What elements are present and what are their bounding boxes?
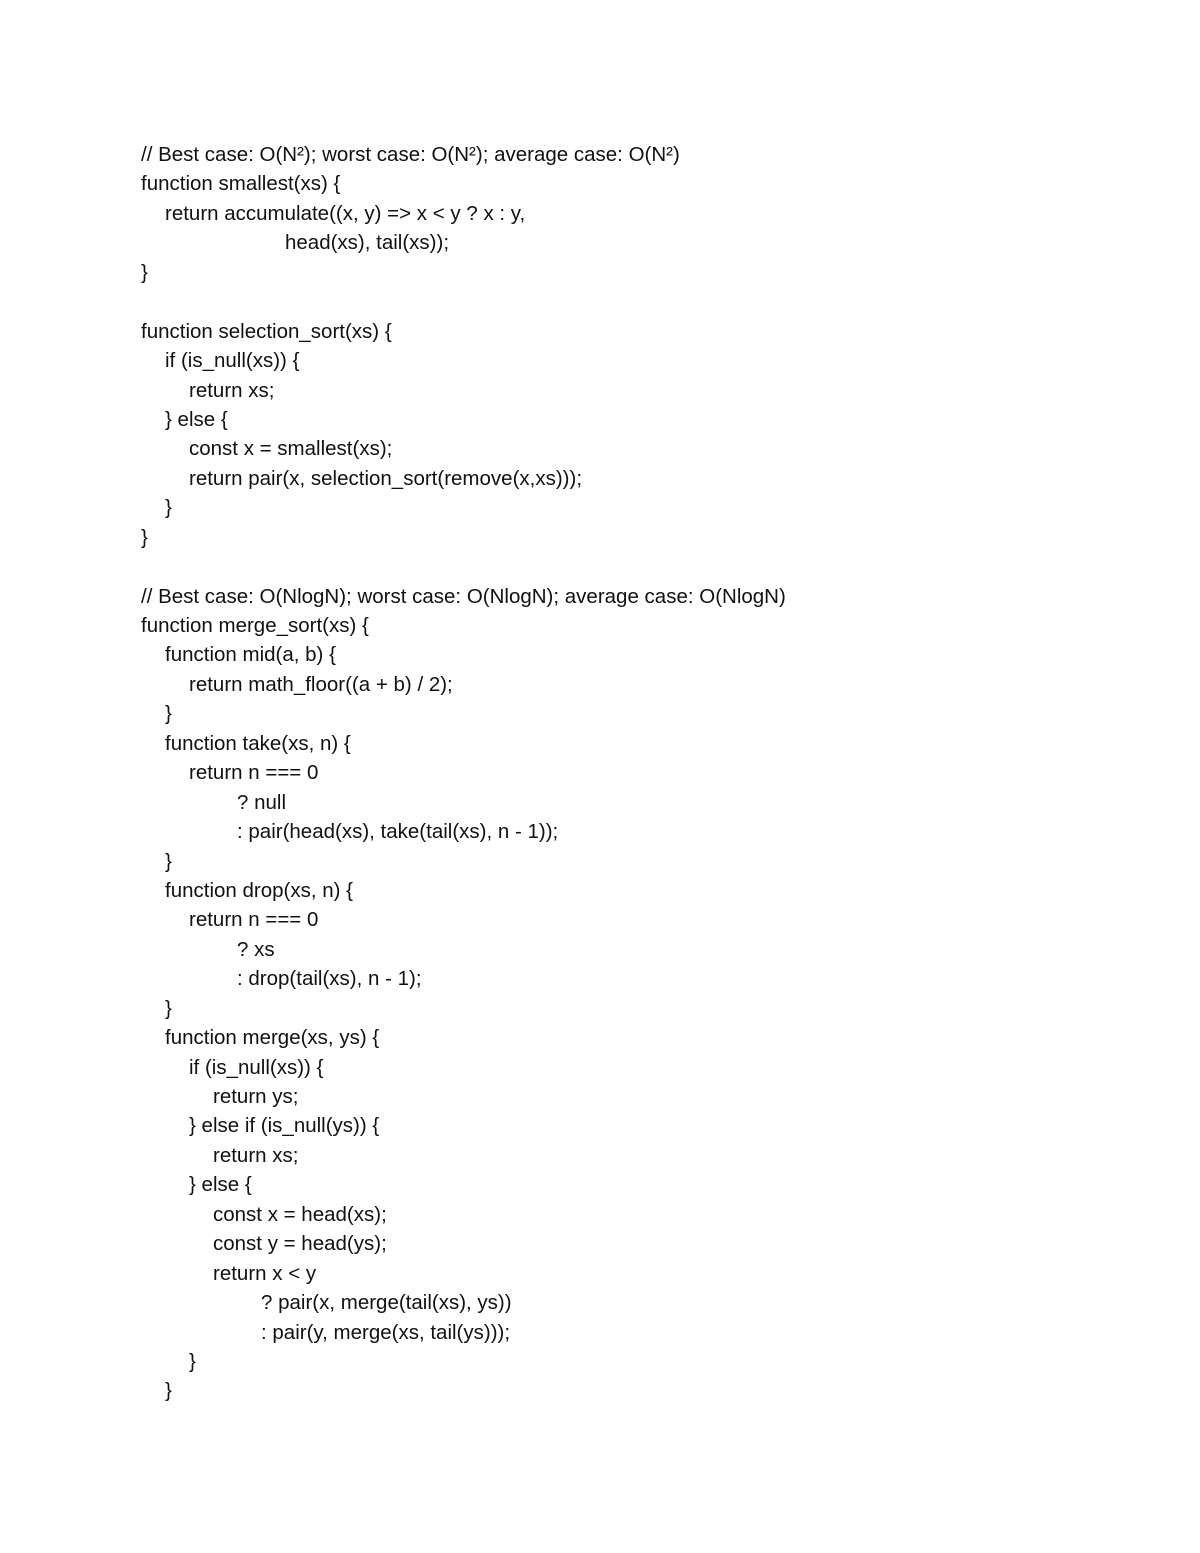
code-line: const x = head(xs); xyxy=(213,1202,387,1226)
code-line: // Best case: O(N²); worst case: O(N²); average case: O(N²) xyxy=(141,143,680,166)
code-line: : drop(tail(xs), n - 1); xyxy=(237,967,422,991)
code-line: const y = head(ys); xyxy=(213,1232,387,1256)
code-line: } else { xyxy=(165,407,228,431)
code-line: function smallest(xs) { xyxy=(141,172,341,196)
code-line: return accumulate((x, y) => x < y ? x : y, xyxy=(165,201,526,225)
code-line: return n === 0 xyxy=(189,761,319,785)
code-line: } xyxy=(165,496,172,520)
code-line: } else if (is_null(ys)) { xyxy=(189,1114,380,1138)
code-line: : pair(head(xs), take(tail(xs), n - 1)); xyxy=(237,820,559,844)
code-line: } xyxy=(165,849,172,873)
code-line: return xs; xyxy=(189,378,275,402)
code-line: } xyxy=(141,260,148,284)
code-line: return xs; xyxy=(213,1143,299,1167)
code-line: function selection_sort(xs) { xyxy=(141,319,392,343)
code-line: return x < y xyxy=(213,1261,317,1285)
code-line: : pair(y, merge(xs, tail(ys))); xyxy=(261,1320,511,1344)
code-line: } xyxy=(165,702,172,726)
code-line: } xyxy=(141,525,148,549)
code-line: function take(xs, n) { xyxy=(165,731,351,755)
code-listing xyxy=(141,140,786,1406)
code-line: ? xs xyxy=(237,937,275,961)
code-line: return math_floor((a + b) / 2); xyxy=(189,672,453,696)
code-line: return pair(x, selection_sort(remove(x,xs))); xyxy=(189,466,583,490)
code-line: } xyxy=(189,1349,196,1373)
code-line: function drop(xs, n) { xyxy=(165,878,354,902)
code-line: return ys; xyxy=(213,1085,299,1108)
code-line: ? null xyxy=(237,790,287,814)
code-line: const x = smallest(xs); xyxy=(189,437,393,461)
code-line: // Best case: O(NlogN); worst case: O(NlogN); average case: O(NlogN) xyxy=(141,584,786,608)
code-line: if (is_null(xs)) { xyxy=(165,349,300,373)
code-line: ? pair(x, merge(tail(xs), ys)) xyxy=(261,1291,512,1315)
code-line: } else { xyxy=(189,1173,252,1197)
code-line: function mid(a, b) { xyxy=(165,643,336,667)
code-line: if (is_null(xs)) { xyxy=(189,1055,324,1079)
code-line: function merge_sort(xs) { xyxy=(141,614,369,637)
blank-line xyxy=(141,552,786,581)
code-line: } xyxy=(165,1379,172,1403)
code-line: head(xs), tail(xs)); xyxy=(285,231,450,255)
code-line: } xyxy=(165,996,172,1020)
blank-line xyxy=(141,287,786,316)
code-line: function merge(xs, ys) { xyxy=(165,1026,380,1050)
code-line: return n === 0 xyxy=(189,908,319,932)
